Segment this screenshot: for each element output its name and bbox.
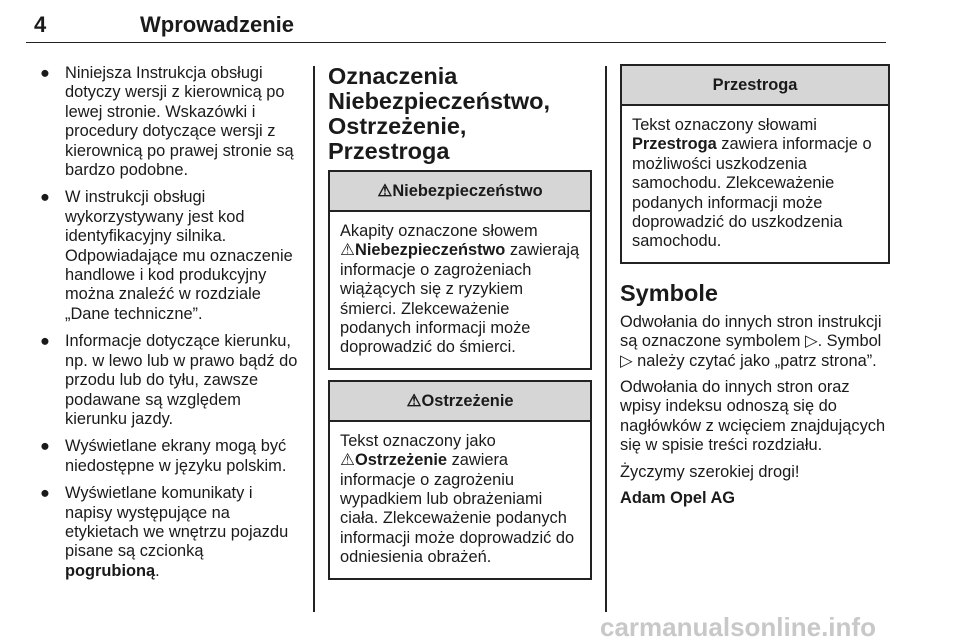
symbols-paragraph-2: Odwołania do innych stron oraz wpisy indeksu odnoszą się do nagłówków z wcięciem znajdujących się w spisie treści rozdziału.	[620, 378, 886, 455]
left-column	[40, 64, 302, 589]
bullet-icon: ●	[40, 437, 50, 456]
list-item-text: Wyświetlane ekrany mogą być niedostępne w języku polskim.	[65, 437, 287, 475]
signature: Adam Opel AG	[620, 489, 736, 508]
bold-word: pogrubioną	[65, 561, 156, 580]
list-item	[40, 332, 302, 429]
warning-box-intro: Tekst oznaczony jako	[340, 431, 496, 450]
danger-box-header	[330, 172, 590, 212]
list-item	[40, 437, 302, 476]
symbols-paragraph-1	[620, 313, 890, 371]
caution-box-header: Przestroga	[622, 66, 888, 106]
text-segment: . Symbol	[817, 332, 882, 351]
bullet-icon: ●	[40, 484, 50, 503]
bullet-icon: ●	[40, 64, 50, 82]
caution-keyword: Przestroga	[632, 135, 717, 154]
danger-keyword: Niebezpieczeństwo	[355, 241, 506, 260]
warning-triangle-icon: ⚠	[340, 451, 355, 470]
section-title: Wprowadzenie	[140, 12, 295, 37]
list-item	[40, 484, 302, 581]
danger-box-text: zawierają informacje o zagrożeniach wiążących się z ryzykiem śmierci. Zlekceważenie podanych informacji może doprowadzić do śmierci.	[340, 241, 580, 357]
warning-triangle-icon: ⚠	[377, 182, 393, 200]
symbols-heading: Symbole	[620, 279, 718, 306]
caution-box	[620, 64, 890, 264]
text-segment: Odwołania do innych stron instrukcji są oznaczone symbolem	[620, 312, 882, 351]
caution-box-intro: Tekst oznaczony słowami	[632, 116, 817, 134]
caution-box-body	[622, 106, 888, 262]
right-column	[620, 64, 890, 516]
warning-triangle-icon: ⚠	[406, 391, 422, 410]
list-item-text: W instrukcji obsługi wykorzystywany jest kod identyfikacyjny silnika. Odpowiadające mu oznaczenie handlowe i kod produkcyjny można znaleźć w rozdziale „Dane techniczne”.	[65, 188, 293, 323]
danger-box-body	[330, 212, 590, 368]
warning-box-text: zawiera informacje o zagrożeniu wypadkiem lub obrażeniami ciała. Zlekceważenie podanych informacji może doprowadzić do odniesienia obrażeń.	[340, 451, 575, 567]
column-divider-1	[313, 66, 315, 612]
column-divider-2	[605, 66, 607, 612]
warning-keyword: Ostrzeżenie	[355, 451, 448, 470]
danger-box	[328, 170, 592, 370]
arrow-right-icon: ▷	[804, 332, 818, 351]
text-segment: należy czytać jako „patrz strona”.	[632, 351, 877, 370]
bullet-icon: ●	[40, 188, 50, 207]
watermark: carmanualsonline.info	[600, 612, 876, 642]
warning-triangle-icon: ⚠	[340, 241, 355, 260]
middle-column	[328, 64, 592, 590]
arrow-right-icon: ▷	[620, 351, 633, 370]
page-number: 4	[34, 12, 47, 37]
page-header	[26, 8, 886, 43]
caution-box-text: zawiera informacje o możliwości uszkodzenia samochodu. Zlekceważenie podanych informacji może doprowadzić do uszkodzenia samochodu.	[632, 135, 872, 251]
warning-box-title: Ostrzeżenie	[421, 391, 514, 410]
list-item-text: Informacje dotyczące kierunku, np. w lewo lub w prawo bądź do przodu lub do tyłu, zawsze podawane są względem kierunku jazdy.	[65, 332, 298, 428]
list-item-end: .	[155, 561, 160, 580]
list-item-text: Wyświetlane komunikaty i napisy występujące na etykietach we wnętrzu pojazdu pisane są czcionką	[65, 484, 289, 561]
bullet-icon: ●	[40, 332, 50, 351]
danger-box-intro: Akapity oznaczone słowem	[340, 222, 538, 240]
warning-box-header	[330, 382, 590, 422]
danger-box-title: Niebezpieczeństwo	[392, 182, 543, 200]
list-item	[40, 188, 302, 324]
list-item-text: Niniejsza Instrukcja obsługi dotyczy wersji z kierownicą po lewej stronie. Wskazówki i procedury dotyczące wersji z kierownicą po prawej stronie są bardzo podobne.	[65, 64, 294, 180]
closing-wish: Życzymy szerokiej drogi!	[620, 462, 800, 481]
warning-box	[328, 380, 592, 580]
section-heading: Oznaczenia Niebezpieczeństwo, Ostrzeżenie, Przestroga	[328, 63, 550, 164]
list-item	[40, 64, 302, 180]
warning-box-body	[330, 422, 590, 578]
